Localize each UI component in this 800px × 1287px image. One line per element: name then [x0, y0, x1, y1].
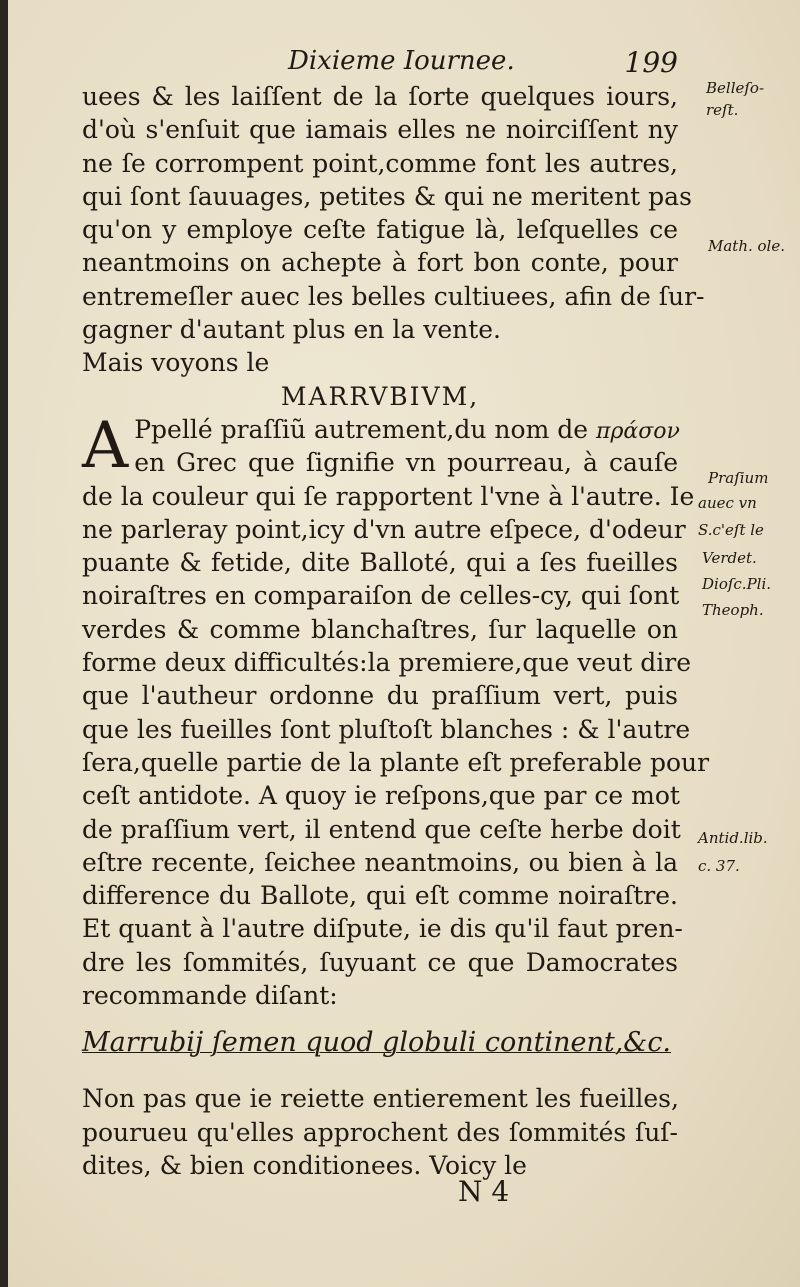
signature-mark: N 4 [458, 1175, 510, 1208]
drop-cap: A [82, 408, 129, 483]
text-line: ne ſe corrompent point,comme font les autres, [82, 148, 678, 178]
margin-note: c. 37. [698, 857, 740, 875]
main-text [82, 80, 710, 1182]
text-line: forme deux difficultés:la premiere,que veut dire [82, 648, 691, 678]
text-line: recommande diſant: [82, 981, 338, 1011]
text-line: puante & fetide, dite Balloté, qui a ſes fueilles [82, 548, 678, 578]
text-line: en Grec que ſignifie vn pourreau, à cauſe [134, 448, 678, 478]
text-line: neantmoins on achepte à fort bon conte, pour [82, 248, 678, 278]
margin-note: Math. ole. [708, 237, 785, 255]
text-line: d'où s'enſuit que iamais elles ne noirciſſent ny [82, 115, 678, 145]
text-line: Mais voyons le [82, 348, 270, 378]
margin-note: S.c'eſt le [698, 521, 764, 539]
margin-note: reſt. [706, 101, 739, 119]
text-line: de praſſium vert, il entend que ceſte herbe doit [82, 814, 681, 844]
text-line: noiraſtres en comparaiſon de celles-cy, qui ſont [82, 581, 680, 611]
text-line: Non pas que ie reiette entierement les fueilles, [82, 1084, 679, 1114]
margin-note: Verdet. [702, 549, 757, 567]
page-number: 199 [624, 46, 678, 79]
running-title: Dixieme Iournee. [288, 46, 515, 76]
text-line [82, 413, 678, 446]
margin-note: Praſium [708, 469, 769, 487]
text-line: que les fueilles ſont pluſtoſt blanches : & l'autre [82, 714, 691, 744]
text-line: gagner d'autant plus en la vente. [82, 315, 502, 345]
margin-note: Dioſc.Pli. [702, 575, 772, 593]
text-line: dites, & bien conditionees. Voicy le [82, 1150, 527, 1180]
margin-note: Antid.lib. [698, 829, 768, 847]
text-segment: Ppellé praſſiũ autrement,du nom de [134, 414, 589, 444]
text-line: ceſt antidote. A quoy ie reſpons,que par ce mot [82, 781, 680, 811]
text-line: qu'on y employe ceſte fatigue là, leſquelles ce [82, 215, 678, 245]
greek-word: πράσον [595, 418, 680, 444]
text-line: ne parleray point,icy d'vn autre eſpece, d'odeur [82, 514, 686, 544]
text-line: dre les ſommités, ſuyuant ce que Damocrates [82, 947, 678, 977]
text-line: eſtre recente, ſeichee neantmoins, ou bien à la [82, 847, 678, 877]
text-line: pourueu qu'elles approchent des ſommités ſuſ- [82, 1117, 678, 1147]
text-line: que l'autheur ordonne du praſſium vert, puis [82, 681, 678, 711]
text-line: uees & les laiſſent de la ſorte quelques iours, [82, 82, 678, 111]
margin-note: Belleſo- [706, 79, 765, 97]
margin-note: auec vn [698, 494, 757, 512]
text-line: verdes & comme blanchaſtres, ſur laquelle on [82, 614, 678, 644]
text-line: ſera,quelle partie de la plante eſt preferable pour [82, 747, 710, 777]
paragraph-marrubium [82, 408, 710, 1012]
text-line: entremeſler auec les belles cultiuees, afin de ſur- [82, 281, 705, 311]
text-line: Et quant à l'autre diſpute, ie dis qu'il faut pren- [82, 914, 683, 944]
text-line: difference du Ballote, qui eſt comme noiraſtre. [82, 881, 678, 911]
book-page [8, 0, 800, 1287]
verse-quotation: Marrubij ſemen quod globuli continent,&c. [82, 1027, 672, 1059]
text-line: qui ſont ſauuages, petites & qui ne meritent pas [82, 181, 692, 211]
section-heading: MARRVBIVM, [280, 381, 480, 411]
text-line: de la couleur qui ſe rapportent l'vne à l'autre. Ie [82, 481, 695, 511]
margin-note: Theoph. [702, 601, 764, 619]
